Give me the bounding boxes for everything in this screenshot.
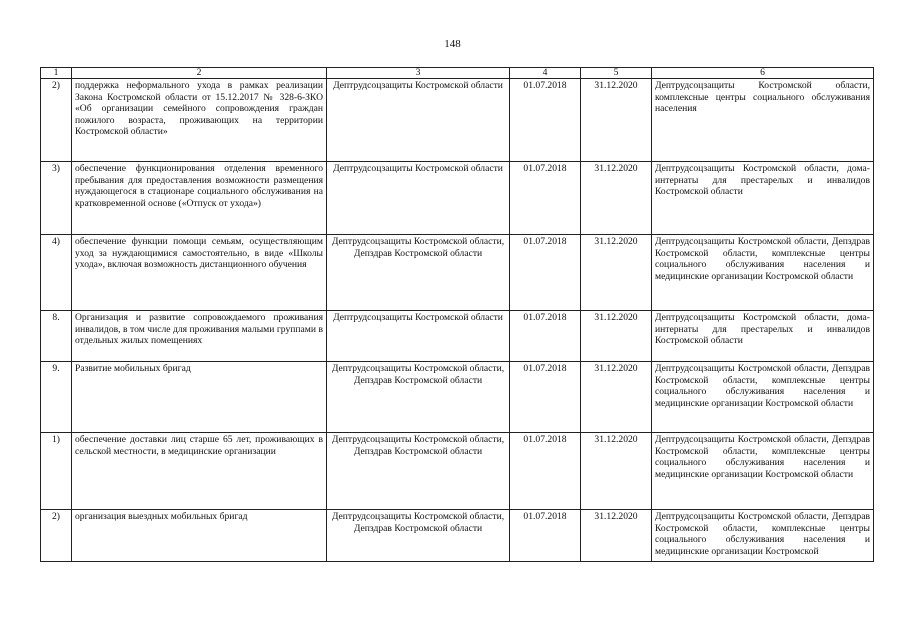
- participants-cell: Дептрудсоцзащиты Костромской области, комплексные центры социального обслуживания населения: [652, 79, 874, 162]
- end-date-cell: 31.12.2020: [581, 433, 652, 510]
- row-number: 2): [41, 510, 72, 562]
- column-header: 4: [510, 68, 581, 79]
- measure-cell: Развитие мобильных бригад: [72, 362, 327, 433]
- measures-table: [40, 67, 874, 562]
- end-date-cell: 31.12.2020: [581, 311, 652, 362]
- table-row: [41, 433, 874, 510]
- table-row: [41, 235, 874, 311]
- end-date-cell: 31.12.2020: [581, 79, 652, 162]
- table-row: [41, 311, 874, 362]
- executor-cell: Дептрудсоцзащиты Костромской области, Депздрав Костромской области: [327, 433, 510, 510]
- executor-cell: Дептрудсоцзащиты Костромской области, Депздрав Костромской области: [327, 362, 510, 433]
- column-header: 5: [581, 68, 652, 79]
- participants-cell: Дептрудсоцзащиты Костромской области, дома-интернаты для престарелых и инвалидов Костромской области: [652, 311, 874, 362]
- start-date-cell: 01.07.2018: [510, 433, 581, 510]
- table-row: [41, 162, 874, 235]
- executor-cell: Дептрудсоцзащиты Костромской области: [327, 162, 510, 235]
- column-header: 3: [327, 68, 510, 79]
- end-date-cell: 31.12.2020: [581, 362, 652, 433]
- end-date-cell: 31.12.2020: [581, 162, 652, 235]
- table-row: [41, 79, 874, 162]
- measure-cell: Организация и развитие сопровождаемого проживания инвалидов, в том числе для проживания малыми группами в отдельных жилых помещениях: [72, 311, 327, 362]
- column-header: 2: [72, 68, 327, 79]
- table-row: [41, 362, 874, 433]
- row-number: 3): [41, 162, 72, 235]
- row-number: 4): [41, 235, 72, 311]
- end-date-cell: 31.12.2020: [581, 510, 652, 562]
- executor-cell: Дептрудсоцзащиты Костромской области: [327, 79, 510, 162]
- executor-cell: Дептрудсоцзащиты Костромской области, Депздрав Костромской области: [327, 510, 510, 562]
- measure-cell: обеспечение функции помощи семьям, осуществляющим уход за нуждающимися самостоятельно, в виде «Школы ухода», включая возможность дистанционного обучения: [72, 235, 327, 311]
- start-date-cell: 01.07.2018: [510, 79, 581, 162]
- participants-cell: Дептрудсоцзащиты Костромской области, Депздрав Костромской области, комплексные центры социального обслуживания населения и медицинские организации Костромской области: [652, 362, 874, 433]
- page-number: 148: [444, 38, 461, 50]
- column-header: 6: [652, 68, 874, 79]
- executor-cell: Дептрудсоцзащиты Костромской области, Депздрав Костромской области: [327, 235, 510, 311]
- row-number: 2): [41, 79, 72, 162]
- row-number: 1): [41, 433, 72, 510]
- measure-cell: обеспечение доставки лиц старше 65 лет, проживающих в сельской местности, в медицинские организации: [72, 433, 327, 510]
- table-row: [41, 510, 874, 562]
- start-date-cell: 01.07.2018: [510, 510, 581, 562]
- column-header: 1: [41, 68, 72, 79]
- start-date-cell: 01.07.2018: [510, 235, 581, 311]
- executor-cell: Дептрудсоцзащиты Костромской области: [327, 311, 510, 362]
- start-date-cell: 01.07.2018: [510, 362, 581, 433]
- participants-cell: Дептрудсоцзащиты Костромской области, Депздрав Костромской области, комплексные центры социального обслуживания населения и медицинские организации Костромской: [652, 510, 874, 562]
- participants-cell: Дептрудсоцзащиты Костромской области, Депздрав Костромской области, комплексные центры социального обслуживания населения и медицинские организации Костромской области: [652, 433, 874, 510]
- row-number: 9.: [41, 362, 72, 433]
- row-number: 8.: [41, 311, 72, 362]
- participants-cell: Дептрудсоцзащиты Костромской области, Депздрав Костромской области, комплексные центры социального обслуживания населения и медицинские организации Костромской области: [652, 235, 874, 311]
- table-header-row: [41, 68, 874, 79]
- measure-cell: обеспечение функционирования отделения временного пребывания для предоставления возможности размещения нуждающегося в стационаре социального обслуживания на кратковременной основе («Отпуск от ухода»): [72, 162, 327, 235]
- measure-cell: поддержка неформального ухода в рамках реализации Закона Костромской области от 15.12.2017 № 328-6-ЗКО «Об организации семейного сопровождения граждан пожилого возраста, проживающих на территории Костромской области»: [72, 79, 327, 162]
- participants-cell: Дептрудсоцзащиты Костромской области, дома-интернаты для престарелых и инвалидов Костромской области: [652, 162, 874, 235]
- start-date-cell: 01.07.2018: [510, 162, 581, 235]
- measure-cell: организация выездных мобильных бригад: [72, 510, 327, 562]
- start-date-cell: 01.07.2018: [510, 311, 581, 362]
- end-date-cell: 31.12.2020: [581, 235, 652, 311]
